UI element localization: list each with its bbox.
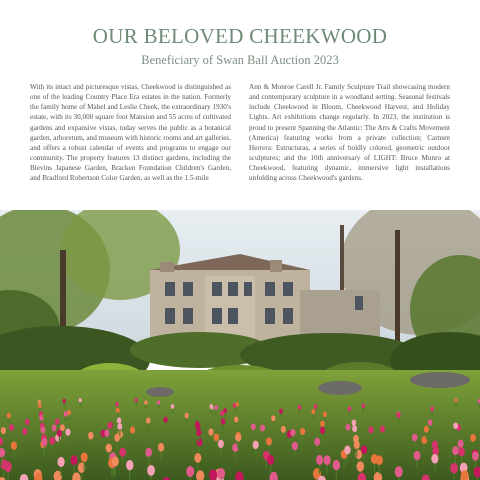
tulip — [431, 454, 438, 464]
tulip — [290, 429, 295, 436]
tulip — [253, 441, 259, 450]
tulip — [4, 462, 12, 473]
tulip — [298, 405, 302, 410]
tulip — [352, 425, 357, 432]
tulip — [40, 426, 45, 433]
article-column-left: With its intact and picturesque vistas, Cheekwood is distinguished as one of the leading Country Place Era estates in the nation. Formerly the family home of Mabel and Leslie Cheek, the extraordinary 1930's estate, with its 30,000 square foot Mansion and 55 acres of cultivated gardens and expansive vistas, today serves the public as a botanical garden, arboretum, and museum with historic rooms and art galleries, and offers a robust calendar of events and programs to engage our community. The property features 13 distinct gardens, including the Blevins Japanese Garden, Bracken Foundation Children's Garden, and Bradford Robertson Color Garden, as well as the 1.5-mile — [30, 83, 231, 183]
page-subtitle: Beneficiary of Swan Ball Auction 2023 — [141, 53, 339, 67]
tulip — [67, 410, 71, 415]
tulip — [320, 421, 325, 428]
tulip — [260, 425, 265, 432]
tulip — [450, 463, 458, 474]
tulip — [267, 455, 274, 465]
tulip — [79, 398, 82, 402]
tulip — [163, 417, 167, 423]
tulip — [9, 424, 14, 431]
tulip — [251, 423, 256, 430]
tulip — [344, 446, 350, 455]
tulip — [38, 400, 41, 404]
tulip — [7, 413, 11, 419]
tulip — [314, 404, 318, 409]
tulip — [311, 409, 315, 414]
tulip — [395, 466, 403, 477]
page-title: OUR BELOVED CHEEKWOOD — [92, 24, 388, 48]
tulip — [458, 447, 465, 456]
tulip — [55, 418, 60, 424]
tulip — [186, 466, 194, 477]
tulip — [63, 399, 66, 403]
tulip — [126, 460, 134, 470]
tulip — [233, 403, 236, 408]
tulip — [41, 438, 47, 446]
tulip — [324, 455, 331, 465]
tulip — [65, 428, 70, 435]
tulip — [454, 398, 457, 402]
tulip — [119, 448, 126, 457]
tulip — [333, 460, 341, 470]
tulip — [452, 446, 459, 455]
tulip — [64, 411, 68, 417]
tulip — [316, 455, 323, 465]
tulip — [345, 424, 350, 431]
tulip — [147, 465, 155, 476]
tulip — [380, 425, 385, 432]
tulip — [117, 417, 121, 423]
tulip — [145, 448, 152, 457]
tulip — [396, 412, 400, 418]
tulip — [354, 441, 360, 449]
tulip — [194, 453, 201, 463]
tulip — [428, 419, 433, 425]
tulip — [146, 418, 151, 424]
tulip — [135, 398, 138, 402]
tulip — [196, 429, 201, 436]
tulip — [414, 451, 421, 461]
tulip — [115, 402, 118, 407]
tulip — [157, 400, 160, 405]
tulip — [221, 418, 226, 424]
tulip — [210, 404, 214, 409]
tulip — [88, 432, 94, 440]
tulip — [271, 415, 275, 421]
tulip — [144, 400, 147, 405]
tulip — [214, 433, 220, 441]
tulip — [281, 426, 286, 433]
tulip — [218, 440, 224, 448]
tulip — [106, 444, 112, 453]
tulip — [362, 403, 366, 408]
tulip — [25, 419, 30, 425]
tulip — [185, 413, 189, 419]
tulip — [1, 427, 6, 434]
tulip — [71, 455, 78, 465]
tulip — [171, 404, 175, 409]
tulip — [348, 406, 352, 411]
tulip — [112, 456, 119, 466]
tulip — [49, 437, 55, 445]
article-body — [30, 82, 450, 200]
tulip — [57, 457, 64, 467]
tulip — [300, 428, 305, 435]
garden-photo-illustration — [0, 210, 480, 480]
tulip — [81, 452, 88, 462]
tulip — [357, 461, 365, 472]
article-column-right: Ann & Monroe Carell Jr. Family Sculpture Trail showcasing modern and contemporary sculpture in a woodland setting. Seasonal festivals include Cheekwood in Bloom, Cheekwood Harvest, and Holiday Lights. Art exhibitions change regularly. In 2023, the institution is proud to present Spanning the Atlantic: The Arts & Crafts Movement (America) featuring works from a private collection; Carmen Herrera: Estructuras, a series of boldly colored, geometric outdoor sculptures; and the 10th anniversary of LIGHT: Bruce Munro at Cheekwood, featuring dynamic, immersive light installations unfolding across Cheekwood's gardens. — [249, 83, 450, 183]
tulip — [371, 454, 378, 464]
tulip — [39, 415, 43, 421]
tulip — [323, 412, 327, 418]
tulip — [279, 409, 283, 414]
tulip — [60, 424, 65, 431]
tulip — [236, 434, 242, 442]
tulip — [352, 419, 357, 425]
tulip — [361, 445, 367, 454]
tulip — [116, 408, 120, 413]
tulip — [208, 428, 213, 435]
tulip — [234, 416, 238, 422]
tulip — [368, 426, 373, 433]
tulip — [104, 429, 109, 436]
tulip — [314, 438, 320, 446]
tulip — [158, 443, 164, 452]
tulip — [266, 437, 272, 445]
tulip — [197, 438, 203, 446]
tulip — [217, 468, 225, 479]
tulip — [412, 434, 418, 442]
tulip — [214, 405, 218, 410]
tulip — [458, 440, 464, 448]
tulip — [107, 422, 112, 429]
tulip — [292, 442, 298, 451]
tulip — [453, 422, 458, 429]
tulip — [320, 427, 325, 434]
tulip — [52, 424, 57, 431]
tulip — [130, 426, 135, 433]
tulip — [470, 434, 476, 442]
tulip — [472, 451, 479, 461]
tulip — [424, 426, 429, 433]
tulip — [196, 423, 201, 430]
tulip — [117, 423, 122, 430]
garden-photo — [0, 210, 480, 480]
tulip — [430, 406, 434, 411]
tulip — [220, 411, 224, 417]
tulip — [11, 441, 17, 450]
tulip — [38, 403, 42, 408]
